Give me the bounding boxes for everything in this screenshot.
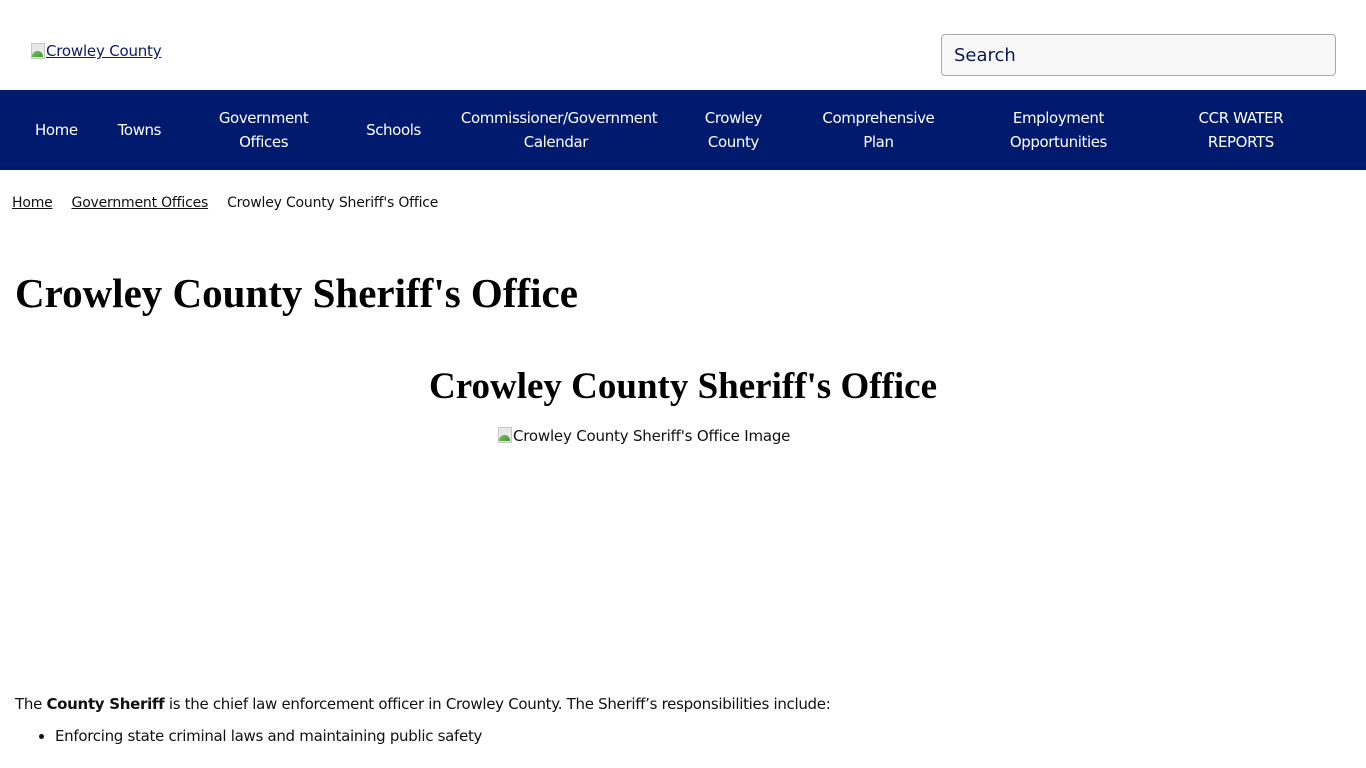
nav-item-ccr-water-reports[interactable] (1156, 106, 1326, 154)
nav-label: REPORTS (1207, 133, 1274, 151)
nav-label: Employment (1012, 109, 1104, 127)
breadcrumb (0, 195, 1366, 211)
breadcrumb-government-offices[interactable]: Government Offices (71, 195, 209, 211)
broken-image-icon (497, 427, 513, 443)
nav-label: County (707, 133, 759, 151)
nav-label: Government (218, 109, 309, 127)
nav-item-crowley-county[interactable] (671, 106, 796, 154)
site-header (0, 0, 1366, 90)
nav-item-commissioner-calendar[interactable] (441, 106, 671, 154)
responsibilities-list (0, 727, 1366, 745)
search-input[interactable] (941, 34, 1336, 76)
logo-link[interactable] (30, 42, 161, 60)
sheriff-office-image (497, 427, 1366, 687)
intro-prefix: The (15, 695, 47, 713)
nav-item-towns[interactable] (98, 118, 181, 142)
nav-label: Schools (366, 121, 421, 139)
breadcrumb-home[interactable]: Home (12, 195, 53, 211)
nav-item-employment-opportunities[interactable] (961, 106, 1156, 154)
nav-label: Crowley (704, 109, 763, 127)
nav-item-comprehensive-plan[interactable] (796, 106, 961, 154)
nav-label: Comprehensive (822, 109, 935, 127)
nav-label: Commissioner/Government (460, 109, 658, 127)
nav-item-home[interactable] (15, 118, 98, 142)
intro-bold: County Sheriff (46, 695, 165, 713)
nav-label: CCR WATER (1198, 109, 1284, 127)
image-alt-text: Crowley County Sheriff's Office Image (513, 427, 791, 445)
broken-image-icon (30, 43, 46, 59)
nav-label: Plan (863, 133, 894, 151)
intro-suffix: is the chief law enforcement officer in Crowley County. The Sheriff’s responsibilities include: (164, 695, 831, 713)
nav-label: Opportunities (1009, 133, 1107, 151)
nav-item-government-offices[interactable] (181, 106, 346, 154)
nav-label: Offices (239, 133, 289, 151)
nav-label: Home (35, 121, 78, 139)
logo-alt-text: Crowley County (46, 42, 162, 60)
breadcrumb-current: Crowley County Sheriff's Office (227, 195, 439, 211)
page-title: Crowley County Sheriff's Office (15, 270, 578, 316)
intro-paragraph (15, 695, 1366, 713)
main-nav (0, 90, 1366, 170)
nav-item-schools[interactable] (346, 118, 441, 142)
section-title: Crowley County Sheriff's Office (429, 366, 937, 407)
nav-label: Calendar (523, 133, 589, 151)
list-item: • Enforcing state criminal laws and maintaining public safety (55, 727, 1366, 745)
nav-label: Towns (117, 121, 162, 139)
